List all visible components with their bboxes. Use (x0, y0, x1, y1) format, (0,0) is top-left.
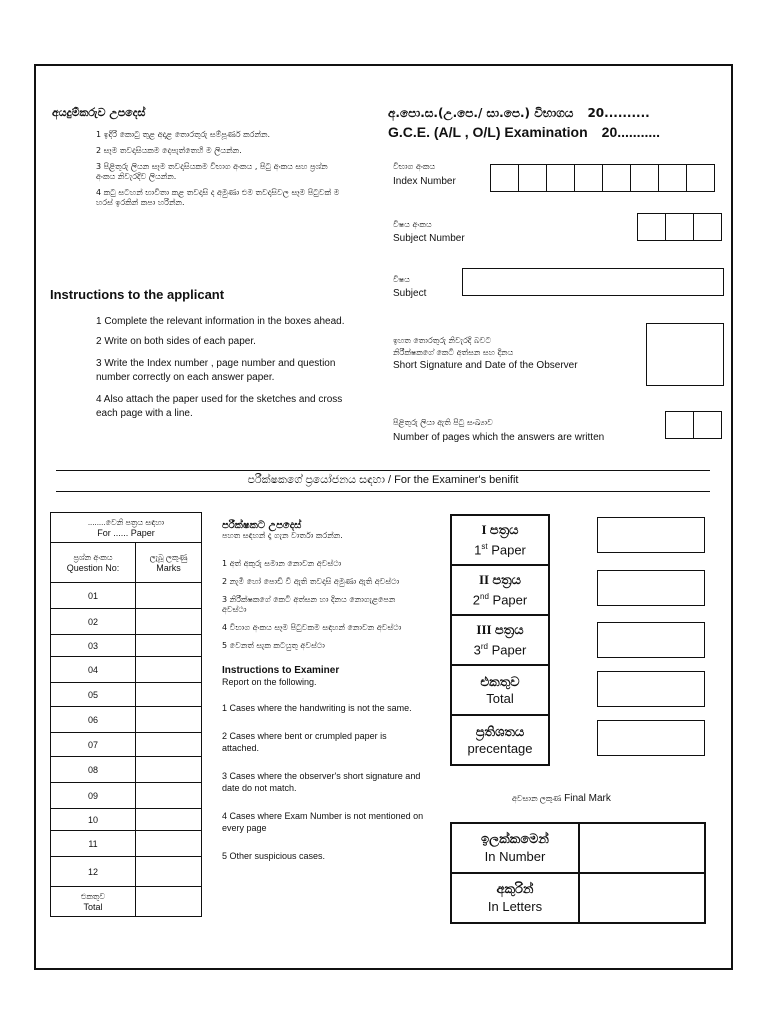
subject-number-label-si: විෂය අංකය (393, 220, 432, 229)
examiner-instr-item-en: 2 Cases where bent or crumpled paper is attached. (222, 731, 387, 753)
subject-label-en: Subject (393, 288, 427, 299)
examiner-instr-title-en: Instructions to Examiner (222, 665, 340, 676)
subject-number-label-en: Subject Number (393, 233, 465, 244)
marks-cell[interactable] (136, 783, 202, 809)
divider-top (56, 470, 710, 471)
table-row: 06 (51, 707, 136, 733)
index-label-en: Index Number (393, 176, 456, 187)
examiner-instr-item-si: 5 වෙනත් සැක කටයුතු අවස්ථා (222, 641, 325, 650)
total-marks-cell[interactable] (136, 887, 202, 917)
total-row: එකතුව Total (51, 887, 136, 917)
paper-1-label: I පත්‍රය 1st Paper (451, 515, 549, 565)
index-label-si: විභාග අංකය (393, 162, 436, 171)
marks-col-header: ලැබූ ලකුණු Marks (136, 543, 202, 583)
examiner-instr-title-si: පරීක්ෂකට උපදෙස් (222, 520, 302, 531)
paper-2-label: II පත්‍රය 2nd Paper (451, 565, 549, 615)
table-row: 02 (51, 609, 136, 635)
subject-label-si: විෂය (393, 275, 410, 284)
question-marks-table (50, 512, 202, 917)
si-instruction-item: 4 කටු සටහන් භාවිතා කළ තවදාසි ද අමුණා එම තවදාසිවල සෑම පිටුවක් ම හරස් ඉරකින් කපා හරින්න. (96, 188, 340, 207)
marks-cell[interactable] (136, 733, 202, 757)
marks-cell[interactable] (136, 707, 202, 733)
examiner-instr-item-en: 5 Other suspicious cases. (222, 851, 326, 861)
en-instruction-item: 1 Complete the relevant information in the boxes ahead. (96, 316, 345, 327)
papers-table (450, 514, 550, 766)
examiner-instr-item-si: 4 විභාග අංකය සෑම පිටුවකම සඳහන් නොවන අවස්ථා (222, 623, 402, 632)
en-instruction-item: 4 Also attach the paper used for the sketches and cross each page with a line. (96, 394, 343, 419)
si-instructions-list (96, 130, 358, 208)
pages-label-en: Number of pages which the answers are written (393, 432, 605, 443)
observer-label-si-2: නිරීක්ෂකගේ කෙටි අත්සන සහ දිනය (393, 348, 514, 357)
table-row: 12 (51, 857, 136, 887)
examiner-instr-item-en: 4 Cases where Exam Number is not mentioned on every page (222, 811, 424, 833)
total-mark-box[interactable] (597, 671, 705, 707)
table-row: 10 (51, 809, 136, 831)
divider-bottom (56, 491, 710, 492)
en-instructions-title: Instructions to the applicant (50, 287, 225, 302)
examiner-instr-item-en: 1 Cases where the handwriting is not the same. (222, 703, 412, 713)
total-label: එකතුව Total (451, 665, 549, 715)
paper-3-label: III පත්‍රය 3rd Paper (451, 615, 549, 665)
paper-3-mark-box[interactable] (597, 622, 705, 658)
paper-header: ........වෙනි පත්‍රය සඳහා For ...... Paper (51, 513, 202, 543)
marks-cell[interactable] (136, 683, 202, 707)
marks-cell[interactable] (136, 609, 202, 635)
examiner-banner: පරීක්ෂකගේ ප්‍රයෝජනය සඳහා / For the Examiner's benifit (247, 474, 519, 486)
examiner-instructions (222, 520, 442, 862)
en-instruction-item: 2 Write on both sides of each paper. (96, 336, 256, 347)
en-instructions-list (96, 315, 358, 421)
in-number-label: ඉලක්කමෙන් In Number (451, 823, 579, 873)
index-number-input[interactable] (491, 164, 715, 192)
examiner-instr-item-si: 1 අත් අකුරු සමාන නොවන අවස්ථා (222, 559, 342, 568)
en-instruction-item: 3 Write the Index number , page number and question number correctly on each answer paper. (96, 358, 336, 383)
table-row: 11 (51, 831, 136, 857)
paper-1-mark-box[interactable] (597, 517, 705, 553)
table-row: 03 (51, 635, 136, 657)
marks-cell[interactable] (136, 583, 202, 609)
observer-signature-box[interactable] (646, 323, 724, 386)
table-row: 01 (51, 583, 136, 609)
in-letters-label: අකුරින් In Letters (451, 873, 579, 923)
percentage-mark-box[interactable] (597, 720, 705, 756)
paper-2-mark-box[interactable] (597, 570, 705, 606)
table-row: 08 (51, 757, 136, 783)
table-row: 04 (51, 657, 136, 683)
si-instruction-item: 2 සෑම තවදාසියකම දෙපැත්තෙහි ම ලියන්න. (96, 146, 242, 155)
observer-label-en: Short Signature and Date of the Observer (393, 360, 578, 371)
si-instruction-item: 3 පිළිතුරු ලියන සෑම තවදාසියකම විභාග අංකය , පිටු අංකය සහ ප්‍රශ්න අංකය නිවැරදිව ලියන්න. (96, 162, 328, 181)
examiner-instr-sub-si: පහත සඳහන් දෑ ගැන වාර්තා කරන්න. (222, 531, 343, 540)
examiner-instr-item-si: 2 නැමී හෝ පොඩි වී ඇති තවදාසි අමුණා ඇති අවස්ථා (222, 577, 400, 586)
examiner-instr-item-en: 3 Cases where the observer's short signature and date do not match. (222, 771, 421, 793)
table-row: 09 (51, 783, 136, 809)
pages-label-si: පිළිතුරු ලියා ඇති පිටු සංඛ්‍යාව (393, 418, 493, 427)
examiner-instr-item-si: 3 නිරීක්ෂකගේ කෙටි අත්සන හා දිනය නොගැළපෙන අවස්ථා (222, 595, 396, 614)
examiner-instr-sub-en: Report on the following. (222, 677, 317, 687)
marks-cell[interactable] (136, 857, 202, 887)
in-letters-input[interactable] (579, 873, 705, 923)
marks-cell[interactable] (136, 809, 202, 831)
subject-number-input[interactable] (638, 213, 722, 241)
percentage-label: ප්‍රතිශතය precentage (451, 715, 549, 765)
pages-count-input[interactable] (666, 411, 722, 439)
marks-cell[interactable] (136, 635, 202, 657)
marks-cell[interactable] (136, 657, 202, 683)
table-row: 05 (51, 683, 136, 707)
question-col-header: ප්‍රශ්න අංකය Question No: (51, 543, 136, 583)
subject-input[interactable] (462, 268, 724, 296)
table-row: 07 (51, 733, 136, 757)
marks-cell[interactable] (136, 757, 202, 783)
si-instructions-title: අයදුම්කරුව උපදෙස් (52, 106, 146, 119)
marks-cell[interactable] (136, 831, 202, 857)
in-number-input[interactable] (579, 823, 705, 873)
final-mark-table (450, 822, 706, 924)
exam-title-en: G.C.E. (A/L , O/L) Examination 20........... (388, 124, 661, 140)
observer-label-si-1: ඉහත තොරතුරු නිවැරදි බවට (393, 336, 492, 345)
final-mark-label: අවසාන ලකුණ Final Mark (512, 793, 611, 804)
si-instruction-item: 1 ඉදිරි කොටු තුළ අදාළ තොරතුරු සම්පූර්ණ කරන්න. (96, 130, 270, 139)
exam-title-si: අ.පො.ස.(උ.පෙ./ සා.පෙ.) විභාගය 20.......... (388, 106, 650, 120)
